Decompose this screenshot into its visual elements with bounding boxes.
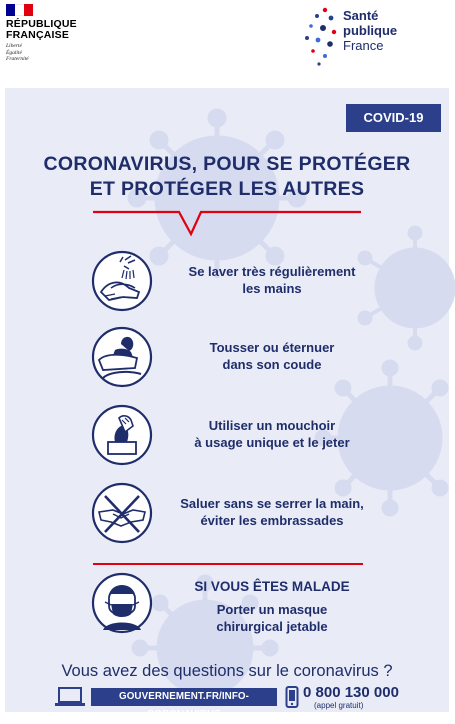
tissue-box-icon	[91, 404, 153, 466]
hand-washing-icon	[91, 250, 153, 312]
face-mask-icon	[91, 572, 153, 634]
contact-footer	[5, 684, 449, 720]
phone-number[interactable]: 0 800 130 000	[303, 684, 399, 701]
phone-note: (appel gratuit)	[314, 701, 364, 710]
french-flag-icon	[6, 4, 33, 16]
spf-dots-icon	[303, 6, 343, 68]
rule-text-tissue: Utiliser un mouchoir à usage unique et le jeter	[194, 418, 350, 450]
covid-19-badge: COVID-19	[346, 104, 441, 132]
republique-francaise-logo	[6, 4, 77, 63]
rule-text-no-handshake: Saluer sans se serrer la main, éviter les embrassades	[180, 496, 364, 528]
laptop-icon	[54, 687, 86, 707]
poster-title: CORONAVIRUS, POUR SE PROTÉGER ET PROTÉGER LES AUTRES	[43, 153, 411, 200]
rule-text-cough-elbow: Tousser ou éternuer dans son coude	[209, 340, 335, 372]
sante-publique-france-logo	[303, 6, 423, 68]
francaise-line: FRANÇAISE	[6, 29, 70, 41]
header	[0, 0, 455, 80]
sick-text: Porter un masque chirurgical jetable	[216, 602, 328, 634]
sick-heading: SI VOUS ÊTES MALADE	[194, 579, 350, 594]
sick-advice	[161, 578, 383, 635]
spf-wordmark: Santé publique France	[343, 8, 398, 53]
no-handshake-icon	[91, 482, 153, 544]
info-url-link[interactable]: GOUVERNEMENT.FR/INFO-CORONAVIRUS	[91, 688, 277, 706]
cough-elbow-icon	[91, 326, 153, 388]
republique-line: RÉPUBLIQUE	[6, 18, 77, 30]
speech-bubble-underline	[5, 88, 449, 248]
phone-icon	[285, 686, 299, 708]
covid-poster	[5, 88, 449, 720]
rule-text-hand-washing: Se laver très régulièrement les mains	[188, 264, 356, 296]
section-divider	[93, 563, 363, 565]
motto: Liberté Égalité Fraternité	[6, 43, 29, 62]
questions-line: Vous avez des questions sur le coronavirus ?	[61, 662, 393, 680]
